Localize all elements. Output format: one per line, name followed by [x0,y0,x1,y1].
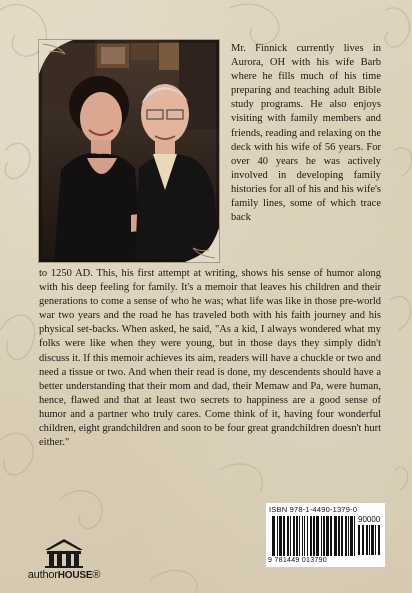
publisher-name-pre: author [27,569,58,581]
corner-ornament-icon [179,222,219,262]
publisher-name [14,569,114,581]
corner-ornament-icon [39,40,79,80]
ean-number: 9 781449 013790 [268,557,327,564]
bio-text-continued: to 1250 AD. This, his first attempt at writing, shows his sense of humor along with his deep feeling for family. It's a memoir that leaves his children and their generations to come a sense of who he was; what life was like in those pre-world war two years and the road he has traveled both with his faith journey and his physical set-backs. When asked, he said, "As a kid, I always wondered what my folks were like when they were young, but in those days they simply didn't discuss it. If this memoir achieves its aim, readers will have a chuckle or two and need a tissue or two. And when their read is done, my descendents should have a better understanding that their mom and dad, their Memaw and Pa, were human, hence, flawed and that at least two secrets to happiness are a good sense of humor and a partner who truly cares. Come think of it, having four wonderful children, eight grandchildren and soon to be four great grandchildren doesn't hurt either." [39,268,381,449]
isbn-number: ISBN 978-1-4490-1379-0 [269,505,358,514]
barcode-bars [272,516,356,556]
author-photo [39,40,219,262]
trademark-mark: ® [92,569,101,581]
barcode-supplement-bars [358,525,382,555]
isbn-barcode [266,503,385,567]
publisher-logo [14,538,114,583]
bio-text-right-column: Mr. Finnick currently lives in Aurora, OH with his wife Barb where he fills much of his time preparing and teaching adult Bible study programs. He also enjoys visiting with family members and friends, reading and relaxing on the deck with his wife of 56 years. For over 40 years he was actively involved in developing family histories for all of his and his wife's family lines, some of which trace back [231,43,381,224]
authorhouse-logo-icon [43,538,85,568]
price-code: 90000 [358,515,381,524]
publisher-name-post: HOUSE [57,570,93,581]
